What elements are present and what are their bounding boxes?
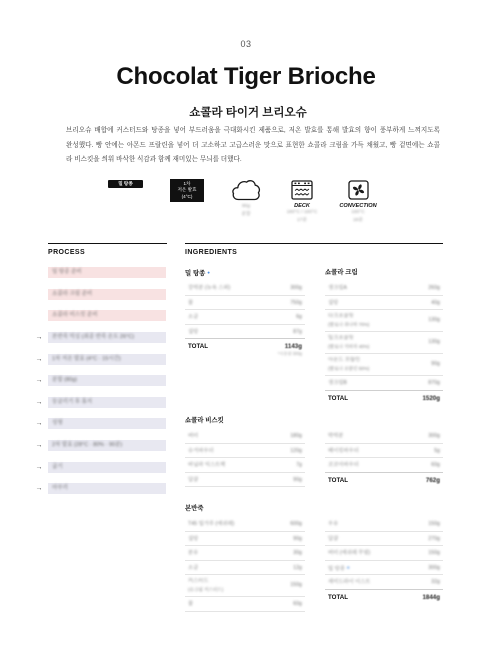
total-amount: 762g	[425, 476, 440, 484]
ingredient-column	[325, 429, 443, 489]
ingredient-column	[325, 517, 443, 606]
ingredient-name-detail: (발로나 과나하 70%)	[328, 321, 370, 327]
ingredient-amount: 150g	[428, 521, 440, 527]
ingredient-name	[188, 517, 234, 531]
ingredient-amount: 150g	[290, 582, 302, 588]
ingredient-row	[325, 517, 443, 532]
ingredient-row	[325, 296, 443, 311]
process-step-bar	[48, 397, 166, 408]
process-step	[48, 305, 166, 327]
ingredient-amount: 300g	[428, 433, 440, 439]
process-step-bar	[48, 375, 166, 386]
ingredient-name-detail: (발로나 프랄린 50%)	[328, 365, 370, 371]
ingredient-name-text: 생크림B	[328, 380, 347, 386]
convection-bake-info	[333, 209, 383, 224]
ingredient-name-text: 커스터드	[188, 578, 209, 584]
process-divider	[48, 243, 167, 244]
ingredient-amount: 60g	[293, 601, 302, 607]
ingredient-total-row	[325, 589, 443, 606]
ingredient-name-text: 버터 (에쉬레 무염)	[328, 550, 371, 556]
convection-fan-icon	[348, 180, 369, 200]
ingredient-row	[325, 575, 443, 590]
ingredient-amount: 300g	[290, 285, 302, 291]
deck-bake-info	[272, 209, 332, 224]
ingredients-heading: INGREDIENTS	[185, 249, 238, 256]
deck-time: 17분	[297, 217, 307, 223]
ingredient-row	[185, 517, 305, 532]
convection-label: CONVECTION	[339, 203, 377, 209]
process-step	[35, 478, 166, 500]
ingredient-name-text: 생크림A	[328, 285, 347, 291]
ingredient-amount: 5g	[434, 447, 440, 454]
ingredient-name	[328, 561, 350, 576]
process-arrow-icon: →	[35, 485, 43, 493]
ingredient-name-text: 물	[188, 299, 194, 306]
total-label: TOTAL	[328, 394, 349, 402]
section-title-text: 밀 탕종	[185, 270, 206, 277]
intro-paragraph	[66, 124, 440, 168]
ingredient-row	[185, 532, 305, 547]
fermentation-stage: 1차	[183, 181, 191, 186]
process-step-label: 굽기	[52, 463, 63, 470]
ingredient-amount: 130g	[428, 339, 440, 345]
ingredient-name	[188, 546, 198, 560]
total-note: *사용량 300g	[277, 351, 302, 356]
ingredient-amount: 6g	[296, 314, 302, 320]
ingredient-name-text: 밀크초콜릿	[328, 335, 354, 341]
ingredient-column	[325, 266, 443, 407]
ingredient-name	[328, 517, 338, 531]
ingredient-name-detail: (발로나 지바라 40%)	[328, 343, 370, 349]
process-step-bar	[48, 418, 166, 429]
process-arrow-icon: →	[35, 355, 43, 363]
ingredient-name	[188, 532, 198, 546]
process-step	[48, 284, 166, 306]
ingredient-name	[328, 532, 338, 546]
process-step	[48, 262, 166, 284]
process-step-label: 성형	[52, 420, 63, 427]
ingredient-name	[188, 429, 198, 443]
fermentation-type: 저온 발효	[177, 187, 197, 193]
ingredient-amount: 90g	[431, 361, 440, 367]
ingredient-name	[328, 546, 370, 560]
ingredient-name	[188, 578, 223, 594]
ingredient-row	[325, 444, 443, 459]
process-step-label: 1차 저온 발효 (4°C · 15시간)	[52, 355, 121, 362]
ingredient-name-text: 달걀	[188, 476, 199, 483]
process-step-bar	[48, 440, 166, 451]
ingredient-name	[328, 357, 369, 373]
ingredient-name	[188, 473, 198, 487]
ingredient-name-text: 우유	[328, 521, 339, 527]
ingredient-name	[188, 561, 198, 575]
ingredient-section-title	[185, 266, 305, 281]
ingredient-name	[188, 458, 225, 472]
ingredient-row	[185, 546, 305, 561]
process-step	[35, 327, 166, 349]
ingredient-amount: 180g	[290, 433, 302, 439]
process-step-label: 마무리	[52, 485, 68, 492]
total-amount: 1844g	[422, 593, 440, 601]
ingredient-name	[328, 296, 338, 310]
ingredient-name-text: 설탕	[188, 328, 199, 335]
ingredient-amount: 7g	[296, 462, 302, 468]
process-step-bar	[48, 267, 166, 278]
ingredient-name	[188, 296, 193, 310]
ingredient-name	[328, 429, 343, 443]
ingredient-amount: 150g	[428, 550, 440, 556]
process-step	[35, 392, 166, 414]
process-step	[35, 456, 166, 478]
reference-mark-icon: ●	[207, 270, 211, 275]
fermentation-badge	[170, 179, 204, 202]
convection-time: 18분	[353, 217, 363, 223]
ingredient-total-row	[185, 338, 305, 360]
ingredient-row	[325, 429, 443, 444]
ingredient-name-text: 버터	[188, 433, 199, 439]
process-step-label: 분할 (80g)	[52, 377, 77, 384]
ingredient-name-text: 강력분 (뉴욕 스퍼)	[188, 285, 231, 291]
intro-line: 완성했다. 빵 안에는 아몬드 프랄린을 넣어 더 고소하고 고급스러운 맛으로 표현한 쇼콜라 크림을 가득 채웠고, 빵 겉면에는 쇼콜	[66, 141, 440, 149]
ingredient-name-text: 분유	[188, 550, 199, 556]
ingredient-name-text: 물	[188, 601, 194, 607]
ingredient-row	[185, 597, 305, 612]
ingredient-amount: 600g	[290, 521, 302, 527]
process-step	[35, 348, 166, 370]
ingredient-name	[328, 444, 359, 458]
process-step	[35, 435, 166, 457]
ingredient-name-text: 설탕	[188, 535, 199, 542]
ingredient-name	[188, 597, 193, 611]
ingredient-row	[325, 310, 443, 332]
process-heading: PROCESS	[48, 249, 86, 256]
ingredient-name	[328, 335, 369, 351]
ingredient-name-text: T45 밀가루 (에쉬레)	[188, 521, 235, 527]
process-step-bar	[48, 310, 166, 321]
process-step-bar	[48, 354, 166, 365]
ingredient-name	[188, 310, 198, 324]
ingredient-row	[185, 561, 305, 576]
ingredient-name	[328, 575, 370, 589]
deck-oven-icon	[291, 180, 313, 200]
deck-temperature: 180°C / 160°C	[286, 210, 318, 215]
ingredient-amount: 32g	[431, 579, 440, 585]
recipe-subtitle: 쇼콜라 타이거 브리오슈	[189, 107, 307, 119]
shaping-info	[221, 203, 271, 218]
process-step-label: 밀 탕종 준비	[52, 269, 82, 276]
recipe-title: Chocolat Tiger Brioche	[116, 63, 376, 90]
ingredient-name-text: 다크초콜릿	[328, 313, 354, 319]
ingredient-row	[185, 575, 305, 597]
ingredient-row	[325, 458, 443, 473]
shaping-step: 분할	[241, 211, 251, 217]
ingredient-column	[185, 502, 305, 612]
total-label: TOTAL	[328, 593, 349, 601]
total-amount: 1143g	[284, 343, 302, 350]
ingredient-name	[328, 376, 347, 390]
process-step	[35, 413, 166, 435]
process-step-label: 둥글리기 후 휴지	[52, 398, 93, 405]
intro-line: 라 비스킷을 씌워 바삭한 식감과 함께 재미있는 무늬를 더했다.	[66, 156, 242, 163]
ingredients-divider	[185, 243, 443, 244]
section-title-text: 쇼콜라 크림	[325, 269, 358, 276]
ingredient-row	[185, 310, 305, 325]
ingredient-name	[188, 281, 230, 295]
process-step-bar	[48, 483, 166, 494]
ingredient-section-title	[185, 502, 305, 517]
ingredient-name-text: 코코아파우더	[328, 462, 359, 468]
ingredient-name	[328, 281, 347, 295]
ingredient-name-text: 슈거파우더	[188, 447, 214, 454]
ingredient-row	[185, 325, 305, 340]
process-arrow-icon: →	[35, 334, 43, 342]
ingredient-amount: 40g	[431, 299, 440, 306]
ingredient-name-text: 박력분	[328, 433, 344, 439]
cloud-icon	[231, 178, 261, 201]
total-label: TOTAL	[188, 343, 209, 350]
ingredient-amount: 750g	[290, 299, 302, 306]
process-step-bar	[48, 289, 166, 300]
ingredient-row	[325, 376, 443, 391]
ingredient-amount: 870g	[428, 380, 440, 386]
process-arrow-icon: →	[35, 442, 43, 450]
fermentation-temp: (4°C)	[181, 193, 193, 199]
shaping-weight: 80g	[241, 204, 250, 209]
process-step-label: 쇼콜라 비스킷 준비	[52, 312, 98, 319]
process-step-label: 2차 발효 (28°C · 80% · 90분)	[52, 442, 123, 449]
process-step-label: 본반죽 믹싱 (최종 반죽 온도 26°C)	[52, 334, 135, 341]
process-list	[35, 262, 166, 500]
ingredient-amount: 90g	[293, 476, 302, 483]
tangzhong-badge: 밀 탕종	[108, 180, 143, 188]
ingredient-amount: 260g	[428, 285, 440, 291]
process-step	[35, 370, 166, 392]
ingredient-amount: 30g	[293, 550, 302, 556]
ingredient-name-text: 소금	[188, 564, 199, 571]
ingredient-total-row	[325, 390, 443, 407]
ingredient-name-text: 아몬드 프랄린	[328, 357, 361, 363]
ingredient-row	[185, 281, 305, 296]
ingredient-name-text: 베이킹파우더	[328, 447, 359, 454]
process-step-label: 쇼콜라 크림 준비	[52, 290, 93, 297]
ingredient-row	[325, 332, 443, 354]
process-arrow-icon: →	[35, 377, 43, 385]
ingredient-section-title	[325, 266, 443, 281]
ingredient-name-detail: (슈크림 커스터드)	[188, 586, 224, 592]
convection-temperature: 160°C	[351, 210, 365, 215]
ingredient-name-text: 소금	[188, 314, 199, 320]
ingredient-name-text: 설탕	[328, 299, 339, 306]
ingredient-row	[185, 458, 305, 473]
section-title-text: 쇼콜라 비스킷	[185, 417, 224, 424]
ingredient-row	[325, 532, 443, 547]
process-arrow-icon: →	[35, 398, 43, 406]
ingredient-amount: 87g	[293, 328, 302, 335]
process-step-bar	[48, 462, 166, 473]
section-title-text: 본반죽	[185, 505, 204, 512]
ingredient-name	[328, 458, 359, 472]
ingredient-section-title	[185, 414, 305, 429]
ingredient-amount: 12g	[293, 564, 302, 571]
deck-label: DECK	[294, 203, 310, 209]
page-number: 03	[240, 39, 252, 49]
process-arrow-icon: →	[35, 420, 43, 428]
ingredient-name-text: 세미드라이 이스트	[328, 579, 371, 585]
ingredient-amount: 130g	[428, 317, 440, 323]
ingredient-total-row	[325, 472, 443, 489]
process-step-bar	[48, 332, 166, 343]
ingredient-row	[185, 473, 305, 488]
ingredient-row	[185, 296, 305, 311]
ingredient-name	[328, 313, 369, 329]
ingredient-row	[185, 429, 305, 444]
ingredient-name-text: 달걀	[328, 535, 339, 542]
intro-line: 브리오슈 배합에 커스터드와 탕종을 넣어 부드러움을 극대화시킨 제품으로, 저온 발효를 통해 발효의 향이 풍부하게 느껴지도록	[66, 127, 440, 134]
ingredient-row	[185, 444, 305, 459]
ingredient-amount: 60g	[431, 462, 440, 468]
ingredient-name-text: 밀 탕종	[328, 565, 345, 572]
ingredient-column	[185, 414, 305, 487]
ingredient-amount: 90g	[293, 535, 302, 542]
ingredient-row	[325, 561, 443, 576]
ingredient-row	[325, 546, 443, 561]
process-arrow-icon: →	[35, 463, 43, 471]
ingredient-amount: 300g	[428, 564, 440, 571]
ingredient-name	[188, 444, 214, 458]
total-amount: 1520g	[422, 394, 440, 402]
ingredient-row	[325, 354, 443, 376]
ingredient-row	[325, 281, 443, 296]
ingredient-amount: 120g	[290, 447, 302, 454]
ingredient-name-text: 바닐라 익스트랙	[188, 462, 226, 468]
total-label: TOTAL	[328, 476, 349, 484]
reference-mark-icon: ●	[346, 564, 350, 570]
ingredient-column	[185, 266, 305, 360]
ingredient-name	[188, 325, 198, 339]
ingredient-amount: 270g	[428, 535, 440, 542]
